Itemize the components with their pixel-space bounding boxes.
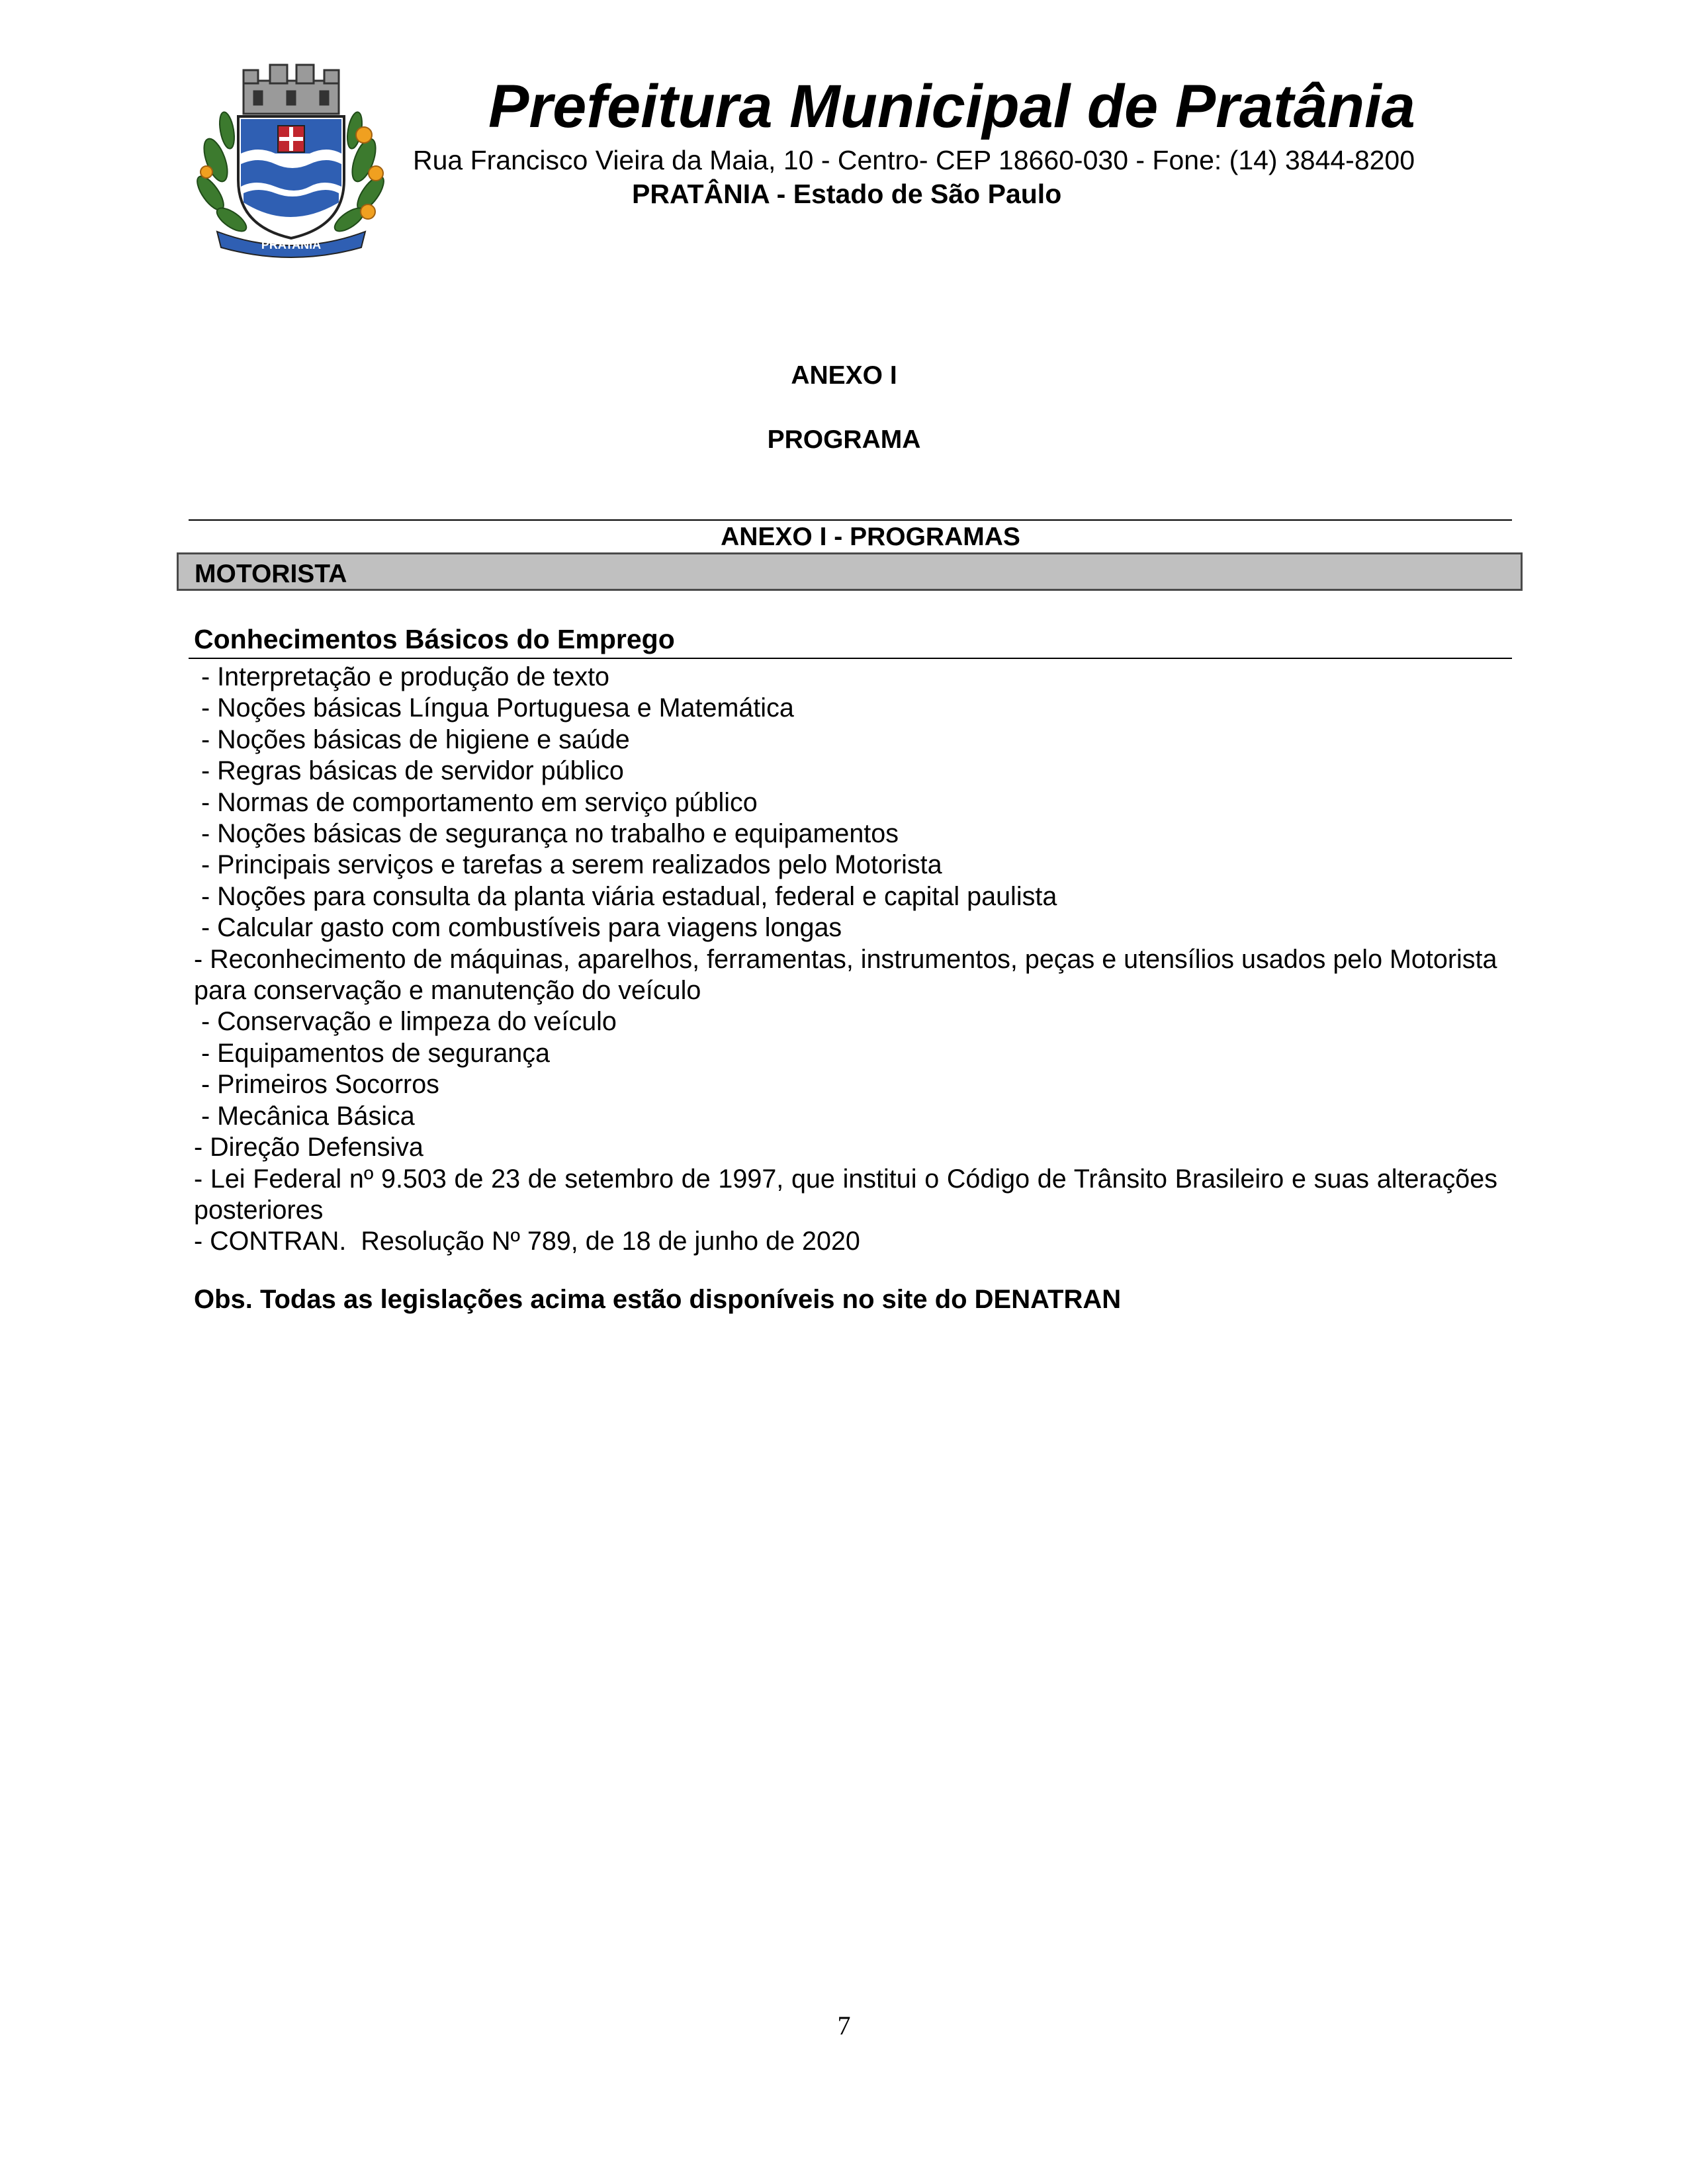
role-name: MOTORISTA — [195, 560, 347, 588]
municipality-state: PRATÂNIA - Estado de São Paulo — [632, 179, 1062, 209]
programs-divider — [189, 519, 1512, 521]
list-item: - Noções básicas Língua Portuguesa e Matemática — [194, 693, 794, 723]
list-item: - Equipamentos de segurança — [194, 1038, 550, 1068]
annex-heading: ANEXO I — [791, 361, 897, 390]
list-item: - Noções básicas de higiene e saúde — [194, 724, 630, 754]
role-header-bar — [177, 552, 1523, 591]
mural-crown — [244, 65, 339, 114]
municipality-title: Prefeitura Municipal de Pratânia — [488, 73, 1415, 140]
list-item: - Normas de comportamento em serviço público — [194, 787, 758, 817]
list-item: - Calcular gasto com combustíveis para viagens longas — [194, 913, 842, 943]
programs-title: ANEXO I - PROGRAMAS — [721, 523, 1020, 551]
list-item: - Direção Defensiva — [194, 1133, 423, 1162]
annex-subheading: PROGRAMA — [767, 425, 921, 454]
list-item: - Conservação e limpeza do veículo — [194, 1007, 617, 1037]
list-item: - Reconhecimento de máquinas, aparelhos, ferramentas, instrumentos, peças e utensílios usados pelo Motorista para conservação e manutenção do veículo — [194, 944, 1497, 1006]
list-item: - Lei Federal nº 9.503 de 23 de setembro de 1997, que institui o Código de Trânsito Brasileiro e suas alterações posteriores — [194, 1164, 1497, 1225]
syllabus-list — [194, 662, 1497, 1258]
list-item: - Mecânica Básica — [194, 1101, 415, 1131]
page-number: 7 — [837, 2011, 851, 2040]
section-title: Conhecimentos Básicos do Emprego — [194, 624, 675, 654]
list-item: - Regras básicas de servidor público — [194, 756, 624, 786]
list-item: - Primeiros Socorros — [194, 1070, 439, 1100]
shield — [238, 116, 344, 238]
section-divider — [189, 658, 1512, 659]
list-item: - Principais serviços e tarefas a serem realizados pelo Motorista — [194, 850, 942, 880]
municipality-address: Rua Francisco Vieira da Maia, 10 - Centro- CEP 18660-030 - Fone: (14) 3844-8200 — [413, 145, 1415, 175]
list-item: - CONTRAN. Resolução Nº 789, de 18 de junho de 2020 — [194, 1227, 860, 1256]
crest-banner-text: PRATANIA — [261, 238, 322, 251]
list-item: - Noções básicas de segurança no trabalho e equipamentos — [194, 819, 899, 849]
list-item: - Interpretação e produção de texto — [194, 662, 610, 691]
legislation-note: Obs. Todas as legislações acima estão disponíveis no site do DENATRAN — [194, 1285, 1122, 1314]
list-item: - Noções para consulta da planta viária estadual, federal e capital paulista — [194, 881, 1057, 911]
municipal-crest-logo — [191, 61, 392, 259]
